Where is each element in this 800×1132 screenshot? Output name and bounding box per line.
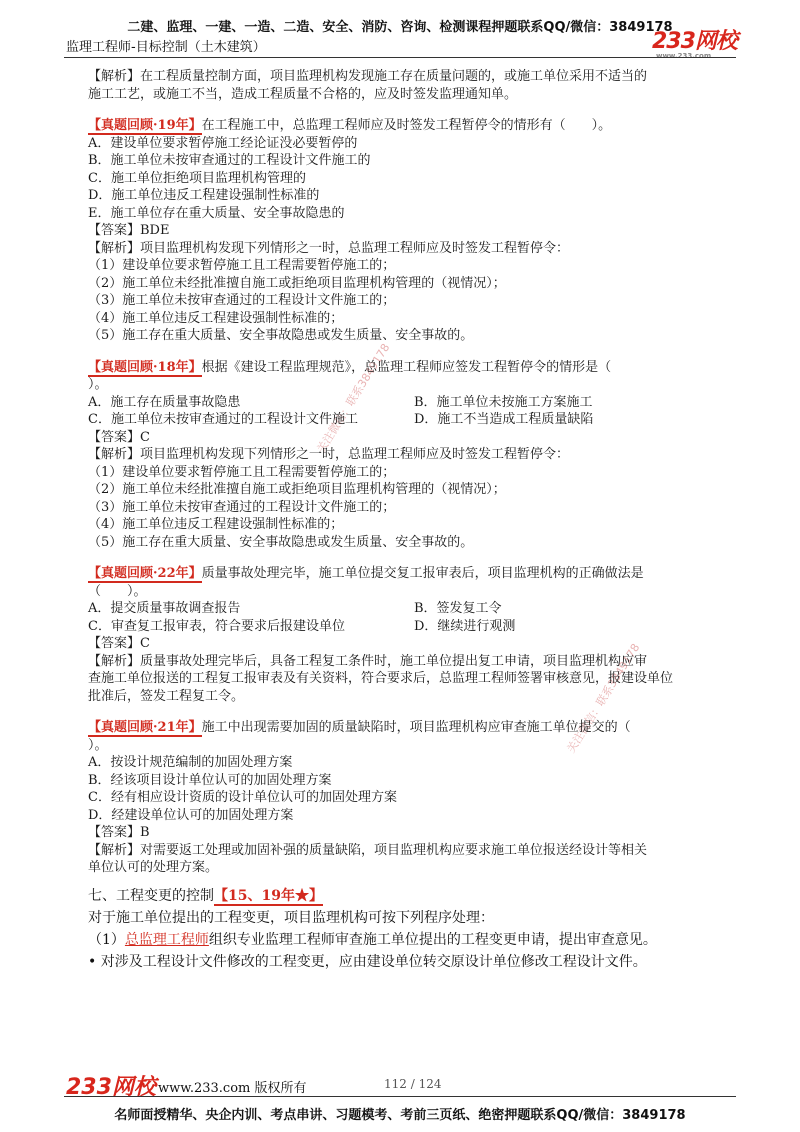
analysis-line: （3）施工单位未按审查通过的工程设计文件施工的； <box>88 499 396 515</box>
question-text-cont: ）。 <box>88 377 108 392</box>
question-block-22 <box>88 565 738 705</box>
option: D．经建设单位认可的加固处理方案 <box>88 807 294 823</box>
analysis-line: （4）施工单位违反工程建设强制性标准的； <box>88 310 344 326</box>
answer: 【答案】B <box>88 825 150 840</box>
option: A．施工存在质量事故隐患 <box>88 394 241 410</box>
option: A．按设计规范编制的加固处理方案 <box>88 755 293 770</box>
document-body <box>88 68 738 973</box>
document-subtitle: 监理工程师-目标控制（土木建筑） <box>66 40 266 55</box>
analysis-line: （1）建设单位要求暂停施工且工程需要暂停施工的； <box>88 464 396 480</box>
page-number: 112 / 124 <box>384 1077 442 1091</box>
question-text: 根据《建设工程监理规范》，总监理工程师应签发工程暂停令的情形是（ <box>201 359 612 375</box>
section-title-text: 七、工程变更的控制 <box>88 887 214 904</box>
analysis-line: 【解析】质量事故处理完毕后，具备工程复工条件时，施工单位提出复工申请，项目监理机构应审 <box>88 653 648 669</box>
section-title-tag: 【15、19年★】 <box>214 887 323 904</box>
option: D．施工不当造成工程质量缺陷 <box>414 412 594 427</box>
question-text-cont: （ ）。 <box>88 583 147 599</box>
section-step-1 <box>88 929 738 951</box>
analysis-line: （2）施工单位未经批准擅自施工或拒绝项目监理机构管理的（视情况）； <box>88 482 506 497</box>
question-tag: 【真题回顾·19年】 <box>88 118 202 133</box>
footer-copyright: www.233.com 版权所有 <box>158 1081 307 1096</box>
question-block-21 <box>88 719 738 877</box>
analysis-line: 【解析】项目监理机构发现下列情形之一时，总监理工程师应及时签发工程暂停令： <box>88 240 570 256</box>
question-text: 在工程施工中，总监理工程师应及时签发工程暂停令的情形有（ ）。 <box>201 118 612 133</box>
header-divider <box>64 57 736 58</box>
brand-logo-url: www.233.com <box>656 52 712 60</box>
question-tag: 【真题回顾·22年】 <box>88 566 202 581</box>
answer: 【答案】BDE <box>88 223 170 238</box>
section-title <box>88 885 738 907</box>
analysis-line: （5）施工存在重大质量、安全事故隐患或发生质量、安全事故的。 <box>88 328 474 343</box>
analysis-line: （4）施工单位违反工程建设强制性标准的； <box>88 517 344 532</box>
top-contact-banner: 二建、监理、一建、一造、二造、安全、消防、咨询、检测课程押题联系QQ/微信：3849178 <box>127 20 673 35</box>
option: C．审查复工报审表，符合要求后报建设单位 <box>88 618 345 634</box>
analysis-block <box>88 68 738 103</box>
brand-logo[interactable] <box>652 24 737 60</box>
analysis-line: （5）施工存在重大质量、安全事故隐患或发生质量、安全事故的。 <box>88 534 474 550</box>
option: B．签发复工令 <box>414 601 502 616</box>
option: E．施工单位存在重大质量、安全事故隐患的 <box>88 205 345 221</box>
footer-divider <box>64 1096 736 1097</box>
brand-logo-text: 233网校 <box>652 29 737 54</box>
option: A．提交质量事故调查报告 <box>88 601 241 616</box>
analysis-line: 单位认可的处理方案。 <box>88 860 219 875</box>
analysis-line: （1）建设单位要求暂停施工且工程需要暂停施工的； <box>88 258 396 273</box>
text-line: 施工工艺，或施工不当，造成工程质量不合格的，应及时签发监理通知单。 <box>88 86 518 102</box>
section-bullet: • 对涉及工程设计文件修改的工程变更，应由建设单位转交原设计单位修改工程设计文件。 <box>88 953 647 970</box>
step-text: 组织专业监理工程师审查施工单位提出的工程变更申请，提出审查意见。 <box>208 931 657 948</box>
watermark: 关注微信：联系3849178 <box>314 341 393 456</box>
watermark: 关注微信：联系3849178 <box>564 641 643 756</box>
question-block-18 <box>88 359 738 552</box>
option: D．继续进行观测 <box>414 618 516 634</box>
option: D．施工单位违反工程建设强制性标准的 <box>88 188 320 203</box>
analysis-line: 批准后，签发工程复工令。 <box>88 688 245 704</box>
option: C．经有相应设计资质的设计单位认可的加固处理方案 <box>88 790 397 805</box>
option: C．施工单位未按审查通过的工程设计文件施工 <box>88 412 358 427</box>
text-line: 【解析】在工程质量控制方面，项目监理机构发现施工存在质量问题的，或施工单位采用不适当的 <box>88 69 648 84</box>
question-text: 质量事故处理完毕，施工单位提交复工报审表后，项目监理机构的正确做法是 <box>201 566 644 581</box>
analysis-line: 【解析】项目监理机构发现下列情形之一时，总监理工程师应及时签发工程暂停令： <box>88 447 570 462</box>
footer-logo[interactable]: 233网校 <box>66 1075 156 1100</box>
step-number: （1） <box>88 931 125 948</box>
section-intro: 对于施工单位提出的工程变更，项目监理机构可按下列程序处理： <box>88 909 494 926</box>
analysis-line: 查施工单位报送的工程复工报审表及有关资料，符合要求后，总监理工程师签署审核意见，报建设单位 <box>88 671 674 686</box>
question-text-cont: ）。 <box>88 737 108 753</box>
option: C．施工单位拒绝项目监理机构管理的 <box>88 170 306 186</box>
question-tag: 【真题回顾·21年】 <box>88 720 202 735</box>
analysis-line: （3）施工单位未按审查通过的工程设计文件施工的； <box>88 293 396 308</box>
step-highlight: 总监理工程师 <box>124 931 209 948</box>
bottom-contact-banner: 名师面授精华、央企内训、考点串讲、习题模考、考前三页纸、绝密押题联系QQ/微信：3849178 <box>114 1108 686 1123</box>
option: B．施工单位未按施工方案施工 <box>414 394 593 410</box>
analysis-line: （2）施工单位未经批准擅自施工或拒绝项目监理机构管理的（视情况）； <box>88 275 506 291</box>
question-block-19 <box>88 117 738 345</box>
answer: 【答案】C <box>88 636 150 651</box>
answer: 【答案】C <box>88 429 150 445</box>
analysis-line: 【解析】对需要返工处理或加固补强的质量缺陷，项目监理机构应要求施工单位报送经设计等相关 <box>88 842 648 858</box>
option: B．经该项目设计单位认可的加固处理方案 <box>88 772 332 788</box>
question-tag: 【真题回顾·18年】 <box>88 359 202 375</box>
question-text: 施工中出现需要加固的质量缺陷时，项目监理机构应审查施工单位提交的（ <box>201 720 631 735</box>
option: B．施工单位未按审查通过的工程设计文件施工的 <box>88 153 371 168</box>
option: A．建设单位要求暂停施工经论证没必要暂停的 <box>88 135 358 151</box>
